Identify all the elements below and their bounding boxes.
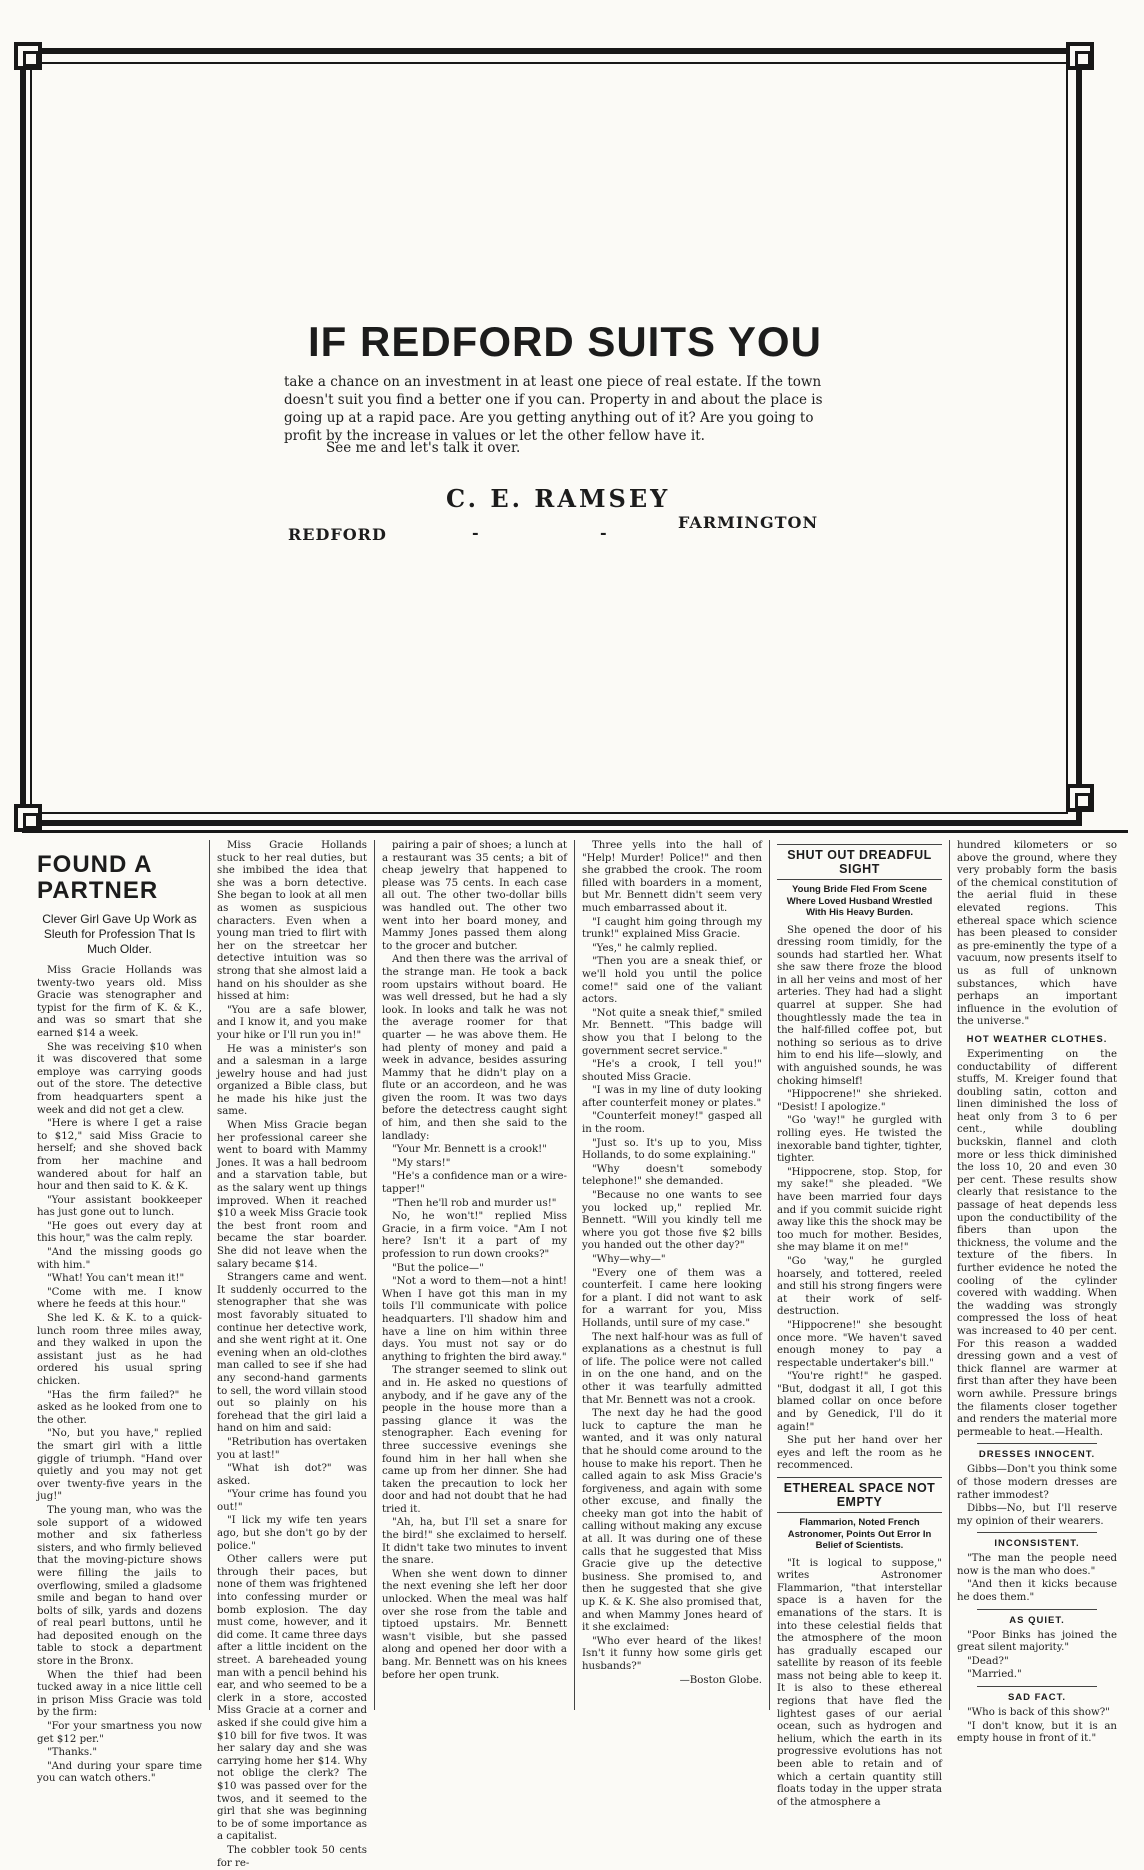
article-headline: AS QUIET. xyxy=(1009,1614,1065,1626)
paragraph: "Has the firm failed?" he asked as he looked from one to the other. xyxy=(37,1389,202,1426)
ad-body: take a chance on an investment in at least one piece of real estate. If the town doesn't suit you find a better one if you can. Property in and about the place is going up at a rapid pace. Are you getting anything out of it? Are you going to profit by the increase in values or let the other fellow have it. xyxy=(284,374,823,444)
ad-advertiser-name: C. E. RAMSEY xyxy=(446,484,671,513)
divider xyxy=(977,1532,1097,1533)
paragraph: "Go 'way," he gurgled hoarsely, and tottered, reeled and still his strong fingers were at their work of self-destruction. xyxy=(777,1255,942,1318)
paragraph: "Your assistant bookkeeper has just gone out to lunch. xyxy=(37,1194,202,1219)
article-text xyxy=(957,1049,1117,1439)
article-columns xyxy=(30,840,1124,1869)
paragraph: "Why—why—" xyxy=(592,1254,666,1265)
paragraph: Experimenting on the conductability of different stuffs, M. Kreiger found that doubling satin, cotton and linen diminished the loss of heat only from 3 to 6 per cent., while doubling buckskin, flannel and cloth more or less thick diminished the loss 10, 20 and even 30 per cent. These results show clearly that resistance to the passage of heat depends less upon the conductibility of the fibers than upon the thickness, the volume and the texture of the fibers. In further evidence he noted the cooling of the cylinder covered with wadding. When the wadding was strongly compressed the loss of heat was increased to 40 per cent. For this reason a wadded dressing gown and a vest of thick flannel are warmer at first than after they have been worn awhile. Pressure brings the filaments closer together and renders the material more permeable to heat.—Health. xyxy=(957,1048,1117,1438)
paragraph: The cobbler took 50 cents for re- xyxy=(217,1844,367,1869)
paragraph: He was a minister's son and a salesman in a large jewelry house and had just organized a Bible class, but he made his hike just the same. xyxy=(217,1043,367,1118)
article-text xyxy=(957,1464,1117,1528)
paragraph: She was receiving $10 when it was discovered that some employe was carrying goods out of the store. The detective from headquarters spent a week and did not get a clew. xyxy=(37,1041,202,1116)
paragraph: "Because no one wants to see you locked up," replied Mr. Bennett. "Will you kindly tell me where you got those five $2 bills you handed out the other day?" xyxy=(582,1190,762,1252)
ad-invitation: See me and let's talk it over. xyxy=(326,440,521,456)
paragraph: "I caught him going through my trunk!" explained Miss Gracie. xyxy=(582,916,762,941)
paragraph: She led K. & K. to a quick-lunch room three miles away, and they walked in upon the assistant just as he had ordered his usual spring chicken. xyxy=(37,1313,202,1387)
column-3 xyxy=(375,840,575,1710)
paragraph: "Hippocrene, stop. Stop, for my sake!" she pleaded. "We have been married four days and if you commit suicide right away like this the shock may be too much for mother. Besides, she may blame it on me!" xyxy=(777,1166,942,1254)
paragraph: Miss Gracie Hollands stuck to her real duties, but she imbibed the idea that she was a born detective. She began to look at all men as women as suspicious characters. Even when a young man tried to flirt with her on the streetcar her detective intuition was so strong that she almost laid a hand on his shoulder as she hissed at him: xyxy=(217,840,367,1003)
paragraph: "The man the people need now is the man who does." xyxy=(957,1553,1117,1577)
paragraph: "Hippocrene!" she shrieked. "Desist! I apologize." xyxy=(777,1089,942,1113)
article-headline: HOT WEATHER CLOTHES. xyxy=(966,1033,1108,1045)
paragraph: "Go 'way!" he gurgled with rolling eyes. He twisted the inexorable band tighter, tighter, tighter. xyxy=(777,1115,942,1165)
paragraph: "He goes out every day at this hour," was the calm reply. xyxy=(37,1220,202,1245)
ad-headline: IF REDFORD SUITS YOU xyxy=(308,318,822,365)
paragraph: pairing a pair of shoes; a lunch at a restaurant was 35 cents; a bit of cheap jewelry that happened to please was 75 cents. In each case all out. The other two-dollar bills was handled out. The other two went into her board money, and Mammy Jones passed them along to the grocer and butcher. xyxy=(382,840,567,952)
paragraph: Three yells into the hall of "Help! Murder! Police!" and then she grabbed the crook. The room filled with boarders in a moment, but Mr. Bennett didn't seem very much embarrassed about it. xyxy=(582,840,762,914)
paragraph: No, he won't!" replied Miss Gracie, in a firm voice. "Am I not here? Isn't it a part of my profession to run down crooks?" xyxy=(382,1211,567,1260)
paragraph: "My stars!" xyxy=(392,1157,451,1169)
article-text xyxy=(957,1553,1117,1604)
paragraph: "Not quite a sneak thief," smiled Mr. Bennett. "This badge will show you that I belong to the government secret service." xyxy=(582,1007,762,1057)
article-text xyxy=(37,965,202,1786)
paragraph: "Come with me. I know where he feeds at this hour." xyxy=(37,1286,202,1311)
column-5 xyxy=(770,840,950,1808)
paragraph: "Married." xyxy=(967,1669,1022,1681)
divider xyxy=(977,1686,1097,1687)
paragraph: "You're right!" he gasped. "But, dodgast it all, I got this blamed collar on once before and by Genedick, I'll do it again!" xyxy=(777,1371,942,1433)
section-divider xyxy=(22,830,1128,833)
paragraph: "Who is back of this show?" xyxy=(967,1707,1110,1719)
paragraph: "Dead?" xyxy=(967,1655,1009,1667)
paragraph: "But the police—" xyxy=(392,1262,484,1274)
article-text xyxy=(217,840,367,1870)
paragraph: "And the missing goods go with him." xyxy=(37,1247,202,1271)
article-text xyxy=(777,925,942,1474)
paragraph: She opened the door of his dressing room timidly, for the sounds had startled her. What she saw there froze the blood in all her veins and most of her arteries. They had had a slight quarrel at supper. She had thoughtlessly made the tea in the half-filled coffee pot, but nothing so serious as to drive him to end his life—slowly, and with anguished sounds, he was choking himself! xyxy=(777,924,942,1087)
paragraph: Gibbs—Don't you think some of those modern dresses are rather immodest? xyxy=(957,1464,1117,1501)
paragraph: When she went down to dinner the next evening she left her door unlocked. When the meal was half over she rose from the table and tiptoed upstairs. Mr. Bennett wasn't visible, but she passed along and opened her door with a bang. Mr. Bennett was on his knees before her open trunk. xyxy=(382,1568,567,1681)
article-text xyxy=(582,840,762,1674)
ornament-corner-icon xyxy=(14,42,42,70)
paragraph: Dibbs—No, but I'll reserve my opinion of their wearers. xyxy=(957,1503,1117,1527)
ad-place-redford: REDFORD xyxy=(288,525,387,544)
paragraph: "I lick my wife ten years ago, but she don't go by der police." xyxy=(217,1515,367,1552)
article-text: hundred kilometers or so above the ground, where they very probably form the basis of the chemical constitution of the aerial fluid in these elevated regions. This ethereal space which science has been pleased to consider as pre-eminently the type of a vacuum, now presents itself to us as full of unknown substances, which have perhaps an important influence in the evolution of the universe." xyxy=(957,840,1117,1028)
ornament-corner-icon xyxy=(1066,784,1094,812)
ad-place-farmington: FARMINGTON xyxy=(678,513,819,532)
article-headline: ETHEREAL SPACE NOT EMPTY xyxy=(777,1477,942,1513)
paragraph: "It is logical to suppose," writes Astronomer Flammarion, "that interstellar space is a haven for the emanations of the stars. It is into these celestial fields that the atmosphere of the moon has gradually escaped our satellite by reason of its feeble mass not being able to keep it. It is also to these ethereal regions that have fled the lightest gases of our aerial ocean, such as hydrogen and helium, which the earth in its progressive evolutions has not been able to retain and of which a certain quantity still floats today in the upper strata of the atmosphere a xyxy=(777,1557,942,1808)
paragraph: Miss Gracie Hollands was twenty-two years old. Miss Gracie was stenographer and typist for the firm of K. & K., and was so smart that she earned $14 a week. xyxy=(37,965,202,1039)
column-1 xyxy=(30,840,210,1785)
paragraph: "For your smartness you now get $12 per." xyxy=(37,1721,202,1745)
paragraph: When Miss Gracie began her professional career she went to board with Mammy Jones. It was a hall bedroom and a starvation table, but as the salary went up things improved. When it reached $10 a week Miss Gracie took the best front room and became the star boarder. She did not leave when the salary became $14. xyxy=(217,1120,367,1270)
paragraph: "What! You can't mean it!" xyxy=(47,1273,185,1285)
paragraph: "He's a crook, I tell you!" shouted Miss Gracie. xyxy=(582,1059,762,1083)
paragraph: "Counterfeit money!" gasped all in the room. xyxy=(582,1111,762,1136)
paragraph: "Your crime has found you out!" xyxy=(217,1489,367,1513)
paragraph: "Then you are a sneak thief, or we'll hold you until the police come!" said one of the valiant actors. xyxy=(582,956,762,1006)
article-source: —Boston Globe. xyxy=(679,1674,762,1686)
article-text xyxy=(777,1558,942,1810)
paragraph: "Then he'll rob and murder us!" xyxy=(392,1197,557,1209)
paragraph: The next half-hour was as full of explanations as a chestnut is full of life. The police were not called in on the one hand, and on the other it was tearfully admitted that Mr. Bennett was not a crook. xyxy=(582,1331,762,1406)
ornament-corner-icon xyxy=(14,804,42,832)
paragraph: The next day he had the good luck to capture the man he wanted, and it was only natural that he should come around to the house to make his report. Then he called again to ask Miss Gracie's forgiveness, and again with some other excuse, and finally the cheeky man got into the habit of calling without making any excuse at all. It was during one of these calls that he suggested that Miss Gracie give up the detective business. She promised to, and then he suggested that she give up K. & K. She also promised that, and when Mammy Jones heard of it she exclaimed: xyxy=(582,1408,762,1634)
column-4 xyxy=(575,840,770,1710)
paragraph: She put her hand over her eyes and left the room as he recommenced. xyxy=(777,1435,942,1472)
paragraph: "And then it kicks because he does them." xyxy=(957,1579,1117,1604)
paragraph: "Yes," he calmly replied. xyxy=(592,942,718,954)
article-subhead: Clever Girl Gave Up Work as Sleuth for Profession That Is Much Older. xyxy=(42,912,197,956)
paragraph: And then there was the arrival of the strange man. He took a back room upstairs without board. He was well dressed, but he had a sly look. In looks and talk he was not the average roomer for that quarter — he was above them. He had plenty of money and paid a week in advance, besides assuring Mammy that he didn't play on a flute or an accordeon, and he was given the room. It was two days before the detectress caught sight of him, and then she said to the landlady: xyxy=(382,954,567,1142)
article-text xyxy=(957,1630,1117,1682)
paragraph: The stranger seemed to slink out and in. He asked no questions of anybody, and if he gave any of the people in the house more than a passing glance it was the stenographer. Each evening for three successive evenings she found him in her hall when she came up from her dinner. She had taken the precaution to lock her door and had not doubt that he had tried it. xyxy=(382,1365,567,1515)
paragraph: "Why doesn't somebody telephone!" she demanded. xyxy=(582,1163,762,1188)
paragraph: "Poor Binks has joined the great silent majority." xyxy=(957,1629,1117,1654)
paragraph: "Who ever heard of the likes! Isn't it funny how some girls get husbands?" xyxy=(582,1635,762,1672)
column-6 xyxy=(950,840,1124,1745)
paragraph: "He's a confidence man or a wire-tapper!" xyxy=(382,1171,567,1196)
article-headline: FOUND A PARTNER xyxy=(37,851,159,904)
paragraph: "Hippocrene!" she besought once more. "We haven't saved enough money to pay a respectable undertaker's bill." xyxy=(777,1319,942,1369)
article-deck: Flammarion, Noted French Astronomer, Points Out Error In Belief of Scientists. xyxy=(787,1517,932,1552)
ad-dash: - xyxy=(472,523,479,542)
article-text xyxy=(382,840,567,1682)
paragraph: "Just so. It's up to you, Miss Hollands, to do some explaining." xyxy=(582,1137,762,1162)
paragraph: "Not a word to them—not a hint! When I have got this man in my toils I'll communicate with police headquarters. I'll shadow him and have a line on him within three days. You must not say or do anything to frighten the bird away." xyxy=(382,1276,567,1363)
paragraph: "You are a safe blower, and I know it, and you make your hike or I'll run you in!" xyxy=(217,1004,367,1041)
paragraph: "Here is where I get a raise to $12," said Miss Gracie to herself; and she shoved back from her machine and wandered about for half an hour and then said to K. & K. xyxy=(37,1118,202,1193)
divider xyxy=(977,1443,1097,1444)
paragraph: "Thanks." xyxy=(47,1747,98,1759)
paragraph: "Retribution has overtaken you at last!" xyxy=(217,1436,367,1461)
paragraph: "I was in my line of duty looking after counterfeit money or plates." xyxy=(582,1085,762,1109)
article-deck: Young Bride Fled From Scene Where Loved Husband Wrestled With His Heavy Burden. xyxy=(786,884,933,918)
article-headline: INCONSISTENT. xyxy=(994,1538,1080,1550)
divider xyxy=(977,1609,1097,1610)
article-headline: DRESSES INNOCENT. xyxy=(978,1449,1096,1461)
paragraph: Other callers were put through their paces, but none of them was frightened into confessing murder or bomb explosion. The day must come, however, and it did come. It came three days after a little incident on the street. A bareheaded young man with a pencil behind his ear, and who seemed to be a clerk in a store, accosted Miss Gracie at a corner and asked if she could give him a $10 bill for five twos. It was her salary day and she was carrying home her $14. Why not oblige the clerk? The $10 was passed over for the twos, and it seemed to the girl that she was beginning to be of some importance as a capitalist. xyxy=(217,1554,368,1843)
paragraph: "Every one of them was a counterfeit. I came here looking for a plant. I did not want to ask for a warrant for you, Miss Hollands, until sure of my case." xyxy=(582,1267,762,1329)
paragraph: "I don't know, but it is an empty house in front of it." xyxy=(957,1720,1117,1745)
paragraph: "What ish dot?" was asked. xyxy=(217,1463,367,1487)
article-headline: SHUT OUT DREADFUL SIGHT xyxy=(777,844,942,880)
paragraph: "No, but you have," replied the smart girl with a little giggle of triumph. "Hand over quietly and you may not get over twenty-five years in the jug!" xyxy=(37,1428,202,1503)
paragraph: "And during your spare time you can watch others." xyxy=(37,1760,202,1785)
paragraph: When the thief had been tucked away in a nice little cell in prison Miss Gracie was told by the firm: xyxy=(37,1669,202,1719)
article-headline: SAD FACT. xyxy=(1007,1692,1067,1704)
article-text xyxy=(957,1707,1117,1746)
paragraph: Strangers came and went. It suddenly occurred to the stenographer that she was most favorably situated to continue her detective work, and she went right at it. One evening when an old-clothes man called to see if she had any second-hand garments to sell, the word villain stood out so plainly on his forehead that the girl laid a hand on him and said: xyxy=(217,1272,367,1435)
ornament-corner-icon xyxy=(1066,42,1094,70)
paragraph: The young man, who was the sole support of a widowed mother and six fatherless sisters, and who firmly believed that the moving-picture shows were filling the jails to overflowing, smiled a gladsome smile and began to hand over bolts of silk, yards and dozens of real pearl buttons, until he had deposited enough on the table to stock a department store in the Bronx. xyxy=(37,1504,202,1668)
paragraph: "Ah, ha, but I'll set a snare for the bird!" she exclaimed to herself. It didn't take two minutes to invent the snare. xyxy=(382,1517,567,1567)
ad-dash: - xyxy=(600,523,607,542)
column-2 xyxy=(210,840,375,1869)
paragraph: "Your Mr. Bennett is a crook!" xyxy=(392,1144,547,1156)
